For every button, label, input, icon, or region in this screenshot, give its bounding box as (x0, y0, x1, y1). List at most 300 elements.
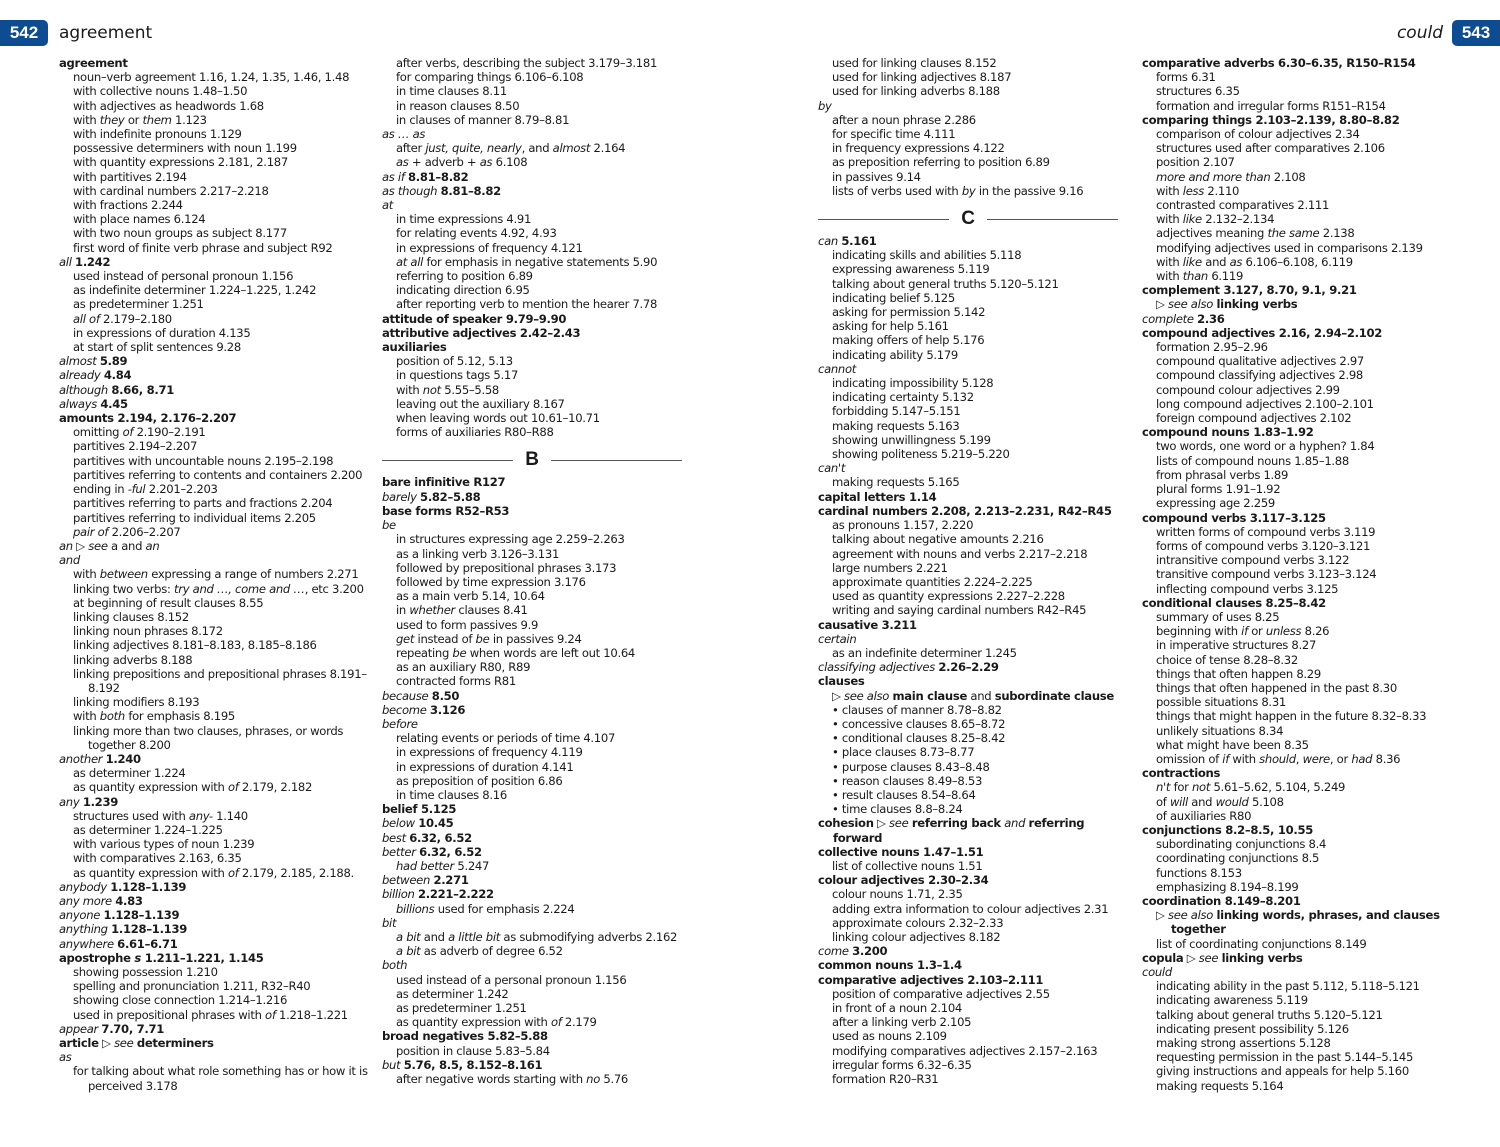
index-entry (382, 340, 682, 354)
index-entry (59, 752, 369, 766)
index-text: noun–verb agreement (73, 70, 199, 85)
index-subentry (382, 255, 682, 269)
index-subentry (1142, 738, 1460, 752)
index-text: 5.179 (926, 347, 959, 362)
index-entry (59, 795, 369, 809)
index-text: 8.50 (494, 98, 520, 113)
index-text: 2.32–2.33 (948, 915, 1004, 930)
index-subentry (818, 277, 1118, 291)
index-text: 4.119 (550, 745, 583, 760)
right-running-head: could (1396, 23, 1443, 43)
index-entry (59, 553, 369, 567)
index-entry (1142, 766, 1460, 780)
index-text: base forms R52–R53 (382, 503, 510, 518)
index-text: be (382, 518, 396, 533)
index-text: 5.125 (923, 290, 955, 305)
index-text: become (382, 702, 427, 717)
index-text: 8.28–8.32 (1243, 652, 1298, 667)
index-text: 5.247 (453, 858, 490, 873)
index-text: 2.31 (1083, 901, 1109, 916)
index-text: 5.120–5.121 (1313, 1007, 1383, 1022)
index-text: used for linking adjectives (832, 70, 980, 85)
index-subentry (1142, 198, 1460, 212)
section-letter: C (961, 207, 975, 229)
index-text: 9.14 (896, 169, 921, 184)
index-text: linking colour adjectives (832, 929, 969, 944)
index-text: 5.76, 8.5, 8.152–8.161 (403, 1057, 543, 1072)
index-subentry (818, 262, 1118, 276)
divider-rule (987, 219, 1118, 220)
index-text: 2.181, 2.187 (217, 155, 288, 170)
index-text: had (1351, 751, 1373, 766)
index-text: see also (844, 688, 890, 703)
index-text: comparison of colour adjectives (1156, 127, 1335, 142)
index-text: appear (59, 1021, 99, 1036)
index-subentry (382, 902, 682, 916)
index-text: as preposition of position (396, 773, 538, 788)
index-text: 6.108 (492, 155, 528, 170)
index-text: 5.82–5.88 (420, 489, 481, 504)
index-text: and (967, 688, 995, 703)
index-text: if (1241, 624, 1248, 639)
index-text: 2.217–2.218 (199, 183, 269, 198)
index-text: almost (552, 141, 591, 156)
index-text: between (99, 567, 148, 582)
index-subentry (382, 532, 682, 546)
index-subentry (1142, 624, 1460, 638)
index-entry (1142, 823, 1460, 837)
index-text: 1.71, 2.35 (906, 887, 963, 902)
index-text: 2.259 (1243, 496, 1275, 511)
index-subentry (1142, 70, 1460, 84)
index-subentry (382, 930, 682, 944)
index-subentry (818, 319, 1118, 333)
index-text: 8.34 (1258, 723, 1284, 738)
index-subentry (1142, 496, 1460, 510)
index-text: adding extra information to colour adjectives (832, 901, 1084, 916)
index-subentry (59, 709, 369, 723)
index-subentry (382, 589, 682, 603)
index-text: unless (1265, 624, 1302, 639)
index-text: making requests (832, 418, 928, 433)
index-subentry (382, 745, 682, 759)
index-text: in (396, 603, 410, 618)
index-subentry (818, 987, 1118, 1001)
index-subentry (59, 567, 369, 581)
index-text: written forms of compound verbs (1156, 524, 1344, 539)
index-subentry (59, 468, 369, 482)
index-text: after negative words starting with (396, 1072, 587, 1087)
index-text: 2.55 (1025, 986, 1050, 1001)
index-text: 2.204 (300, 496, 333, 511)
index-subentry (1142, 368, 1460, 382)
index-subentry (382, 397, 682, 411)
index-text: of (1156, 794, 1170, 809)
index-entry (59, 1022, 369, 1036)
index-subentry (382, 141, 682, 155)
index-text: compound verbs 3.117–3.125 (1142, 510, 1326, 525)
index-text: 2.201–2.203 (145, 482, 218, 497)
index-subentry (59, 241, 369, 255)
index-text: both (382, 958, 408, 973)
index-text: with indefinite pronouns (73, 127, 210, 142)
index-text: 6.86 (537, 773, 563, 788)
index-text: and (1004, 816, 1026, 831)
index-entry (818, 99, 1118, 113)
index-text: forms (1156, 70, 1191, 85)
index-subentry (818, 127, 1118, 141)
index-text: 1.242 (75, 254, 111, 269)
index-entry (1142, 326, 1460, 340)
index-subentry (382, 212, 682, 226)
index-subentry (382, 155, 682, 169)
index-text: 8.29 (1296, 666, 1321, 681)
index-text: leaving out the auxiliary (396, 396, 533, 411)
index-text: 5.147–5.151 (891, 404, 961, 419)
index-text: partitives referring to parts and fractions (73, 496, 301, 511)
index-text: 8.182 (968, 929, 1001, 944)
index-text: with (73, 112, 100, 127)
index-column-4 (1142, 56, 1460, 1093)
index-text: compound adjectives 2.16, 2.94–2.102 (1142, 325, 1383, 340)
index-text: 2.132–2.134 (1201, 212, 1275, 227)
index-text: with (1156, 254, 1183, 269)
index-text: 10.61–10.71 (530, 411, 600, 426)
index-text: any more (59, 893, 112, 908)
index-text: in time clauses (396, 787, 483, 802)
index-text: partitives (73, 439, 129, 454)
index-text: clauses (455, 603, 503, 618)
index-entry (382, 802, 682, 816)
index-text: as (1229, 254, 1243, 269)
index-subentry (1142, 99, 1460, 113)
index-subentry (59, 667, 369, 695)
index-text: • place clauses (832, 745, 920, 760)
index-text: although (59, 382, 108, 397)
index-text: amounts 2.194, 2.176–2.207 (59, 411, 237, 426)
index-subentry (59, 837, 369, 851)
index-text: beginning with (1156, 624, 1242, 639)
index-text: the same (1267, 226, 1320, 241)
index-subentry (818, 646, 1118, 660)
index-subentry (818, 70, 1118, 84)
index-text: instead of (414, 631, 476, 646)
index-text: 1.84 (1349, 439, 1375, 454)
index-subentry (818, 184, 1118, 198)
index-text: already (59, 368, 101, 383)
index-text: things that often happened in the past (1156, 680, 1373, 695)
index-text: coordination 8.149–8.201 (1142, 893, 1301, 908)
index-entry (382, 326, 682, 340)
index-text: 9.28 (216, 340, 241, 355)
index-subentry (59, 624, 369, 638)
index-subentry (1142, 269, 1460, 283)
index-text: like (1182, 212, 1202, 227)
index-text: 2.179 (561, 1015, 597, 1030)
section-divider (818, 205, 1118, 233)
index-text: 3.120–3.121 (1301, 538, 1371, 553)
index-subentry (1142, 795, 1460, 809)
index-subentry (1142, 681, 1460, 695)
index-subentry (1142, 724, 1460, 738)
index-text: 5.119 (957, 262, 990, 277)
index-text: 1.239 (222, 837, 255, 852)
index-text: R42–R45 (1036, 603, 1087, 618)
index-text: ▷ (873, 816, 890, 831)
index-subentry (818, 419, 1118, 433)
index-text: , etc (304, 581, 332, 596)
index-text: • time clauses (832, 802, 915, 817)
index-text: 2.95–2.96 (1213, 340, 1268, 355)
index-subentry (818, 561, 1118, 575)
index-entry (382, 717, 682, 731)
index-text: them (142, 112, 172, 127)
index-text: 2.98 (1338, 368, 1364, 383)
index-text: 5.176 (952, 333, 985, 348)
index-text: 8.66, 8.71 (111, 382, 175, 397)
index-subentry (818, 1029, 1118, 1043)
index-text: 10.45 (418, 816, 454, 831)
index-text: 1.129 (209, 127, 242, 142)
index-text: in passives (489, 631, 557, 646)
index-text: 2.216 (1011, 532, 1044, 547)
index-entry (59, 255, 369, 269)
index-subentry (1142, 667, 1460, 681)
index-subentry (818, 788, 1118, 802)
index-text: expressing a range of numbers (147, 567, 327, 582)
index-text: 2.107 (1202, 155, 1235, 170)
divider-rule (818, 219, 949, 220)
right-page-number: 543 (1452, 20, 1500, 46)
index-text: 1.51 (957, 858, 983, 873)
index-text: for comparing things (396, 70, 515, 85)
index-subentry (382, 603, 682, 617)
index-text: 2.36 (1197, 311, 1225, 326)
index-entry (59, 894, 369, 908)
index-text: indicating impossibility (832, 376, 962, 391)
index-text: 8.54–8.64 (920, 787, 976, 802)
index-text: 8.167 (532, 396, 565, 411)
index-text: 8.11 (482, 84, 507, 99)
index-text: 2.104 (930, 1001, 962, 1015)
index-subentry (1142, 937, 1460, 951)
index-entry (59, 397, 369, 411)
index-text: referring back (911, 816, 1001, 831)
index-text: a bit (396, 929, 421, 944)
index-text: subordinate clause (994, 688, 1114, 703)
index-text: be (452, 645, 467, 660)
index-subentry (1142, 1022, 1460, 1036)
index-text: 5.163 (927, 418, 960, 433)
index-text: lists of verbs used with (832, 183, 962, 198)
index-text: + adverb + (408, 155, 480, 170)
index-text: as an indefinite determiner (832, 645, 986, 660)
index-text: partitives referring to contents and containers (73, 467, 331, 482)
index-entry (818, 944, 1118, 958)
index-subentry (818, 433, 1118, 447)
index-text: 5.89 (99, 354, 128, 369)
index-subentry (1142, 255, 1460, 269)
index-subentry (818, 532, 1118, 546)
index-subentry (382, 660, 682, 674)
index-text: coordinating conjunctions (1156, 851, 1302, 866)
index-text: indicating awareness (1156, 993, 1277, 1008)
index-text: 5.61–5.62, 5.104, 5.249 (1210, 780, 1346, 795)
index-text: by (961, 183, 976, 198)
index-text: 3.126 (429, 702, 466, 717)
index-subentry (59, 610, 369, 624)
index-text: more and more than (1156, 169, 1271, 184)
index-text: ▷ (1156, 908, 1169, 923)
index-text: 9.24 (556, 631, 582, 646)
index-subentry (59, 269, 369, 283)
index-text: making strong assertions (1156, 1036, 1299, 1051)
index-text: talking about negative amounts (832, 532, 1012, 547)
index-text: in questions tags (396, 368, 494, 383)
index-text: 1.157, 2.220 (903, 518, 974, 533)
index-subentry (1142, 780, 1460, 794)
index-text: 7.70, 7.71 (101, 1021, 165, 1036)
index-entry (818, 845, 1118, 859)
index-text: used as quantity expressions (832, 589, 996, 604)
index-entry (382, 887, 682, 901)
index-text: expressing awareness (832, 262, 958, 277)
index-entry (59, 56, 369, 70)
index-entry (1142, 894, 1460, 908)
index-text: 2.259–2.263 (555, 532, 625, 547)
index-text: forbidding (832, 404, 892, 419)
index-text: a bit (396, 944, 421, 959)
index-text: cannot (818, 361, 857, 376)
index-entry (382, 689, 682, 703)
index-subentry (818, 170, 1118, 184)
index-text: 2.110 (1204, 183, 1240, 198)
index-text: after a noun phrase (832, 112, 945, 127)
index-text: 3.123–3.124 (1307, 567, 1377, 582)
index-subentry (59, 695, 369, 709)
index-text: 8.188 (968, 84, 1000, 99)
index-text: 2.109 (915, 1029, 947, 1044)
index-text: 1.251 (171, 297, 204, 312)
index-text: 5.90 (632, 254, 658, 269)
index-text: 5.161 (841, 234, 877, 249)
index-text: with (1156, 212, 1183, 227)
index-text: below (382, 816, 415, 831)
index-text: with various types of noun (73, 837, 223, 852)
index-entry (818, 362, 1118, 376)
index-subentry (382, 973, 682, 987)
index-text: list of collective nouns (832, 858, 958, 873)
index-text: linking verbs (1216, 297, 1298, 312)
index-text: 6.32, 6.52 (419, 844, 482, 859)
index-text: long compound adjectives (1156, 396, 1305, 411)
index-text: • conditional clauses (832, 731, 951, 746)
index-text: omission of (1156, 751, 1223, 766)
index-text: less (1182, 183, 1205, 198)
index-subentry (818, 56, 1118, 70)
index-text: linking prepositions and prepositional phrases (73, 666, 330, 681)
index-text: 1.156 (594, 972, 627, 987)
index-text: as a main verb (396, 589, 482, 604)
index-text: referring forward (833, 816, 1085, 845)
index-text: making offers of help (832, 333, 953, 348)
index-text: position of (396, 354, 457, 369)
index-text: with adjectives as headwords (73, 98, 240, 113)
index-text: no (586, 1072, 600, 1087)
index-text: of (265, 1007, 276, 1022)
index-text: as preposition referring to position (832, 155, 1026, 170)
index-entry (382, 490, 682, 504)
index-text: large numbers (832, 560, 916, 575)
index-entry (1142, 596, 1460, 610)
index-text: between (382, 873, 431, 888)
index-column-1 (59, 56, 369, 1093)
index-text: 6.89 (1025, 155, 1050, 170)
index-text: as (396, 155, 409, 170)
index-entry (382, 831, 682, 845)
index-text: transitive compound verbs (1156, 567, 1308, 582)
index-text: 1.128–1.139 (111, 922, 187, 937)
index-text: of (550, 1015, 562, 1030)
index-text: as adverb of degree (420, 944, 539, 959)
index-subentry (59, 582, 369, 596)
index-text: as determiner (73, 766, 154, 781)
index-text: 8.16 (482, 787, 507, 802)
index-text: talking about general truths (1156, 1007, 1314, 1022)
index-subentry (1142, 582, 1460, 596)
index-entry (1142, 425, 1460, 439)
index-text: comparative adverbs 6.30–6.35, R150–R154 (1142, 56, 1416, 70)
index-text: 5.118 (989, 248, 1022, 263)
index-text: bit (382, 915, 397, 930)
index-text: with partitives (73, 169, 155, 184)
index-text: determiners (136, 1036, 214, 1051)
index-subentry (1142, 709, 1460, 723)
index-subentry (59, 113, 369, 127)
index-text: in time clauses (396, 84, 483, 99)
index-subentry (59, 155, 369, 169)
index-text: linking two verbs: (73, 581, 174, 596)
index-subentry (818, 1044, 1118, 1058)
index-text: R80–R88 (504, 425, 554, 440)
index-subentry (382, 944, 682, 958)
index-subentry (382, 383, 682, 397)
index-subentry (818, 390, 1118, 404)
index-text: 4.122 (972, 141, 1005, 156)
index-text: 1.224–1.225, 1.242 (208, 283, 317, 298)
index-text: asking for help (832, 319, 918, 334)
index-text: as quantity expression with (396, 1015, 551, 1030)
index-text: 8.25 (1254, 609, 1280, 624)
index-text: come (818, 944, 849, 959)
index-text: 8.35 (1284, 737, 1309, 752)
index-subentry (1142, 141, 1460, 155)
index-text: 4.111 (923, 127, 956, 142)
index-text: see also (1168, 908, 1214, 923)
index-text: article (59, 1036, 99, 1051)
index-text: 9.9 (520, 617, 539, 632)
index-text: 2.106 (1353, 141, 1385, 156)
index-text: after (396, 141, 426, 156)
index-text: 4.121 (550, 240, 583, 255)
index-text: linking words, phrases, and clauses together (1171, 908, 1440, 937)
index-text: 8.177 (255, 226, 287, 241)
index-text: 8.50 (431, 688, 460, 703)
index-text: possessive determiners with noun (73, 141, 266, 156)
index-text: of (122, 425, 134, 440)
index-subentry (382, 56, 682, 70)
index-text: 2.205 (284, 510, 316, 525)
